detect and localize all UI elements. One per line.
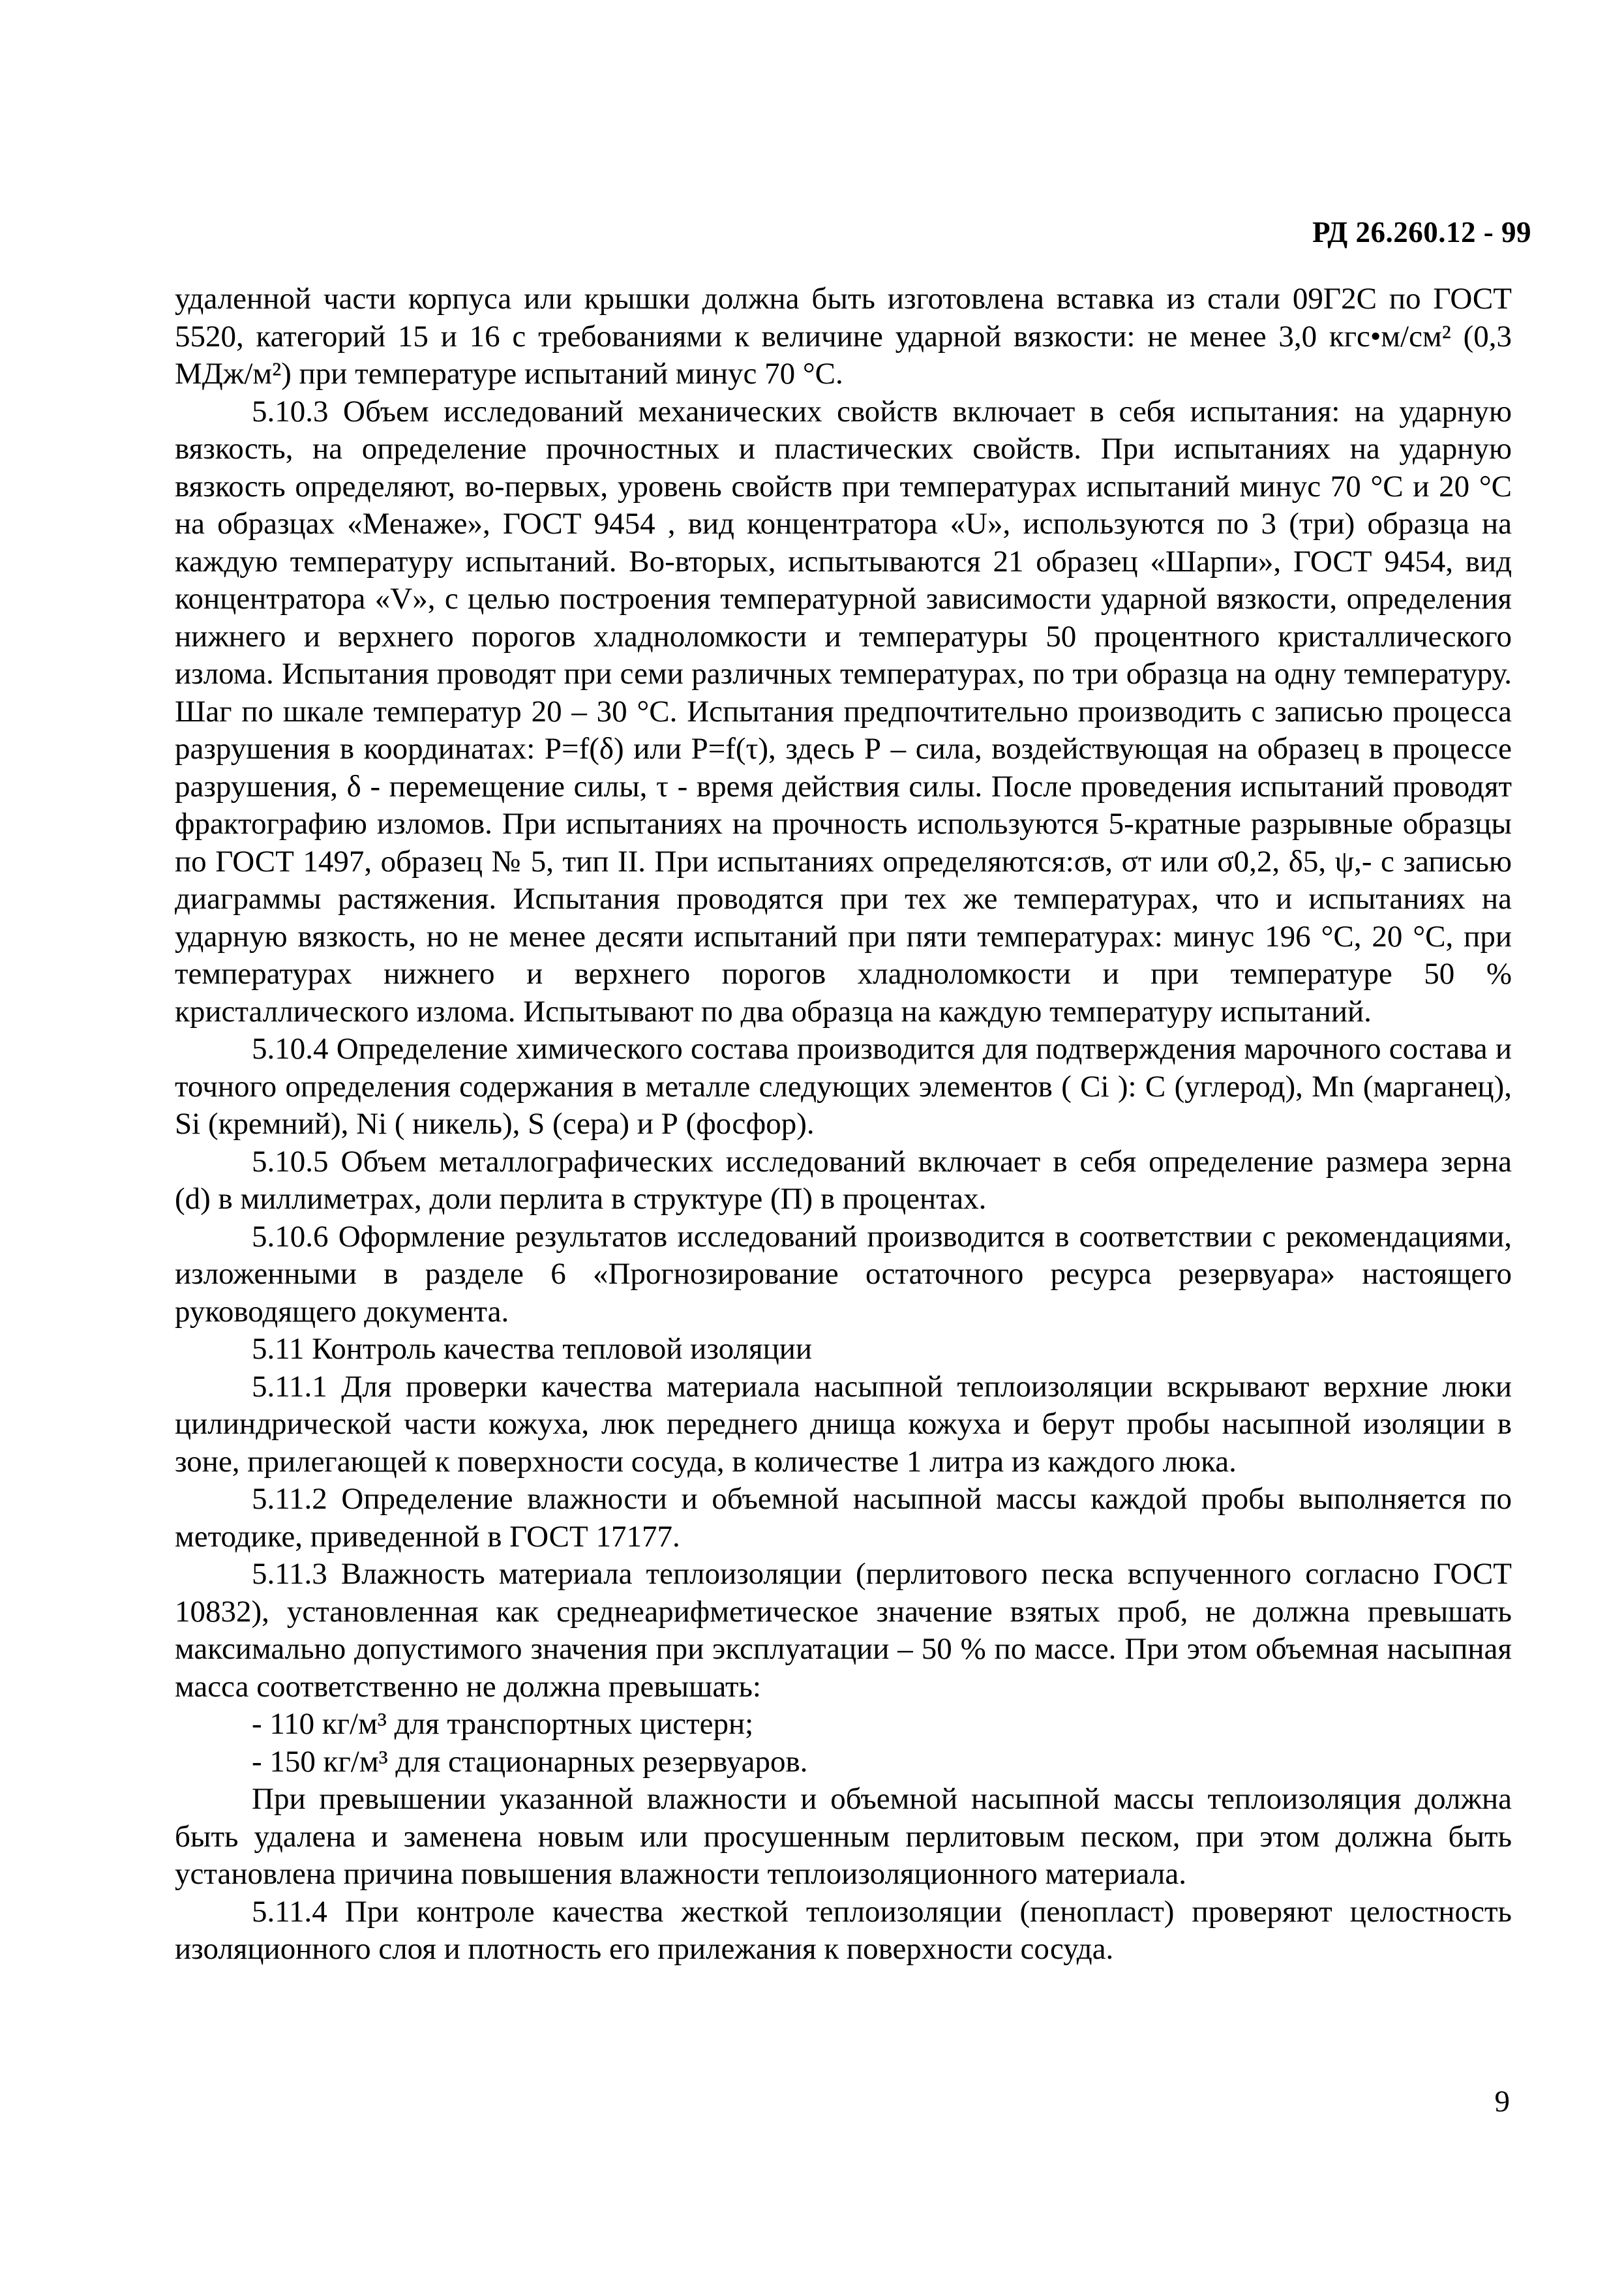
paragraph-continuation: удаленной части корпуса или крышки должна быть изготовлена вставка из стали 09Г2С по ГОСТ 5520, категорий 15 и 16 с требованиями к величине ударной вязкости: не менее 3,0 кгс•м/см² (0,3 МДж/м²) при температуре испытаний минус 70 °С. xyxy=(175,282,1512,391)
page-number: 9 xyxy=(1494,2085,1510,2119)
paragraph-5-11-1: 5.11.1 Для проверки качества материала насыпной теплоизоляции вскрывают верхние люки цилиндрической части кожуха, люк переднего днища кожуха и берут пробы насыпной изоляции в зоне, прилегающей к поверхности сосуда, в количестве 1 литра из каждого люка. xyxy=(175,1369,1512,1479)
paragraph-5-11-3: 5.11.3 Влажность материала теплоизоляции (перлитового песка вспученного согласно ГОСТ 10832), установленная как среднеарифметическое значение взятых проб, не должна превышать максимально допустимого значения при эксплуатации – 50 % по массе. При этом объемная насыпная масса соответственно не должна превышать: xyxy=(175,1557,1512,1704)
paragraph-5-11-4: 5.11.4 При контроле качества жесткой теплоизоляции (пенопласт) проверяют целостность изоляционного слоя и плотность его прилежания к поверхности сосуда. xyxy=(175,1894,1512,1966)
paragraph-5-10-6: 5.10.6 Оформление результатов исследований производится в соответствии с рекомендациями, изложенными в разделе 6 «Прогнозирование остаточного ресурса резервуара» настоящего руководящего документа. xyxy=(175,1219,1512,1329)
paragraph-5-10-4: 5.10.4 Определение химического состава производится для подтверждения марочного состава и точного определения содержания в металле следующих элементов ( Ci ): С (углерод), Mn (марганец), Si (кремний), Ni ( никель), S (сера) и Р (фосфор). xyxy=(175,1032,1512,1141)
paragraph-5-11-2: 5.11.2 Определение влажности и объемной насыпной массы каждой пробы выполняется по методике, приведенной в ГОСТ 17177. xyxy=(175,1482,1512,1554)
paragraph-5-10-3: 5.10.3 Объем исследований механических свойств включает в себя испытания: на ударную вязкость, на определение прочностных и пластических свойств. При испытаниях на ударную вязкость определяют, во-первых, уровень свойств при температурах испытаний минус 70 °С и 20 °С на образцах «Менаже», ГОСТ 9454 , вид концентратора «U», используются по 3 (три) образца на каждую температуру испытаний. Во-вторых, испытываются 21 образец «Шарпи», ГОСТ 9454, вид концентратора «V», с целью построения температурной зависимости ударной вязкости, определения нижнего и верхнего порогов хладноломкости и температуры 50 процентного кристаллического излома. Испытания проводят при семи различных температурах, по три образца на одну температуру. Шаг по шкале температур 20 – 30 °С. Испытания предпочтительно производить с записью процесса разрушения в координатах: P=f(δ) или P=f(τ), здесь Р – сила, воздействующая на образец в процессе разрушения, δ - перемещение силы, τ - время действия силы. После проведения испытаний проводят фрактографию изломов. При испытаниях на прочность используются 5-кратные разрывные образцы по ГОСТ 1497, образец № 5, тип II. При испытаниях определяются:σв, σт или σ0,2, δ5, ψ,- с записью диаграммы растяжения. Испытания проводятся при тех же температурах, что и испытаниях на ударную вязкость, но не менее десяти испытаний при пяти температурах: минус 196 °С, 20 °С, при температурах нижнего и верхнего порогов хладноломкости и при температуре 50 % кристаллического излома. Испытывают по два образца на каждую температуру испытаний. xyxy=(175,394,1512,1029)
list-item-stationary: - 150 кг/м³ для стационарных резервуаров. xyxy=(252,1744,808,1779)
document-code: РД 26.260.12 - 99 xyxy=(1312,216,1531,249)
document-body xyxy=(175,280,1512,1968)
paragraph-replacement: При превышении указанной влажности и объемной насыпной массы теплоизоляция должна быть удалена и заменена новым или просушенным перлитовым песком, при этом должна быть установлена причина повышения влажности теплоизоляционного материала. xyxy=(175,1782,1512,1891)
list-item-transport: - 110 кг/м³ для транспортных цистерн; xyxy=(252,1707,754,1741)
section-heading-5-11: 5.11 Контроль качества тепловой изоляции xyxy=(252,1332,813,1366)
paragraph-5-10-5: 5.10.5 Объем металлографических исследований включает в себя определение размера зерна (d) в миллиметрах, доли перлита в структуре (П) в процентах. xyxy=(175,1144,1512,1216)
